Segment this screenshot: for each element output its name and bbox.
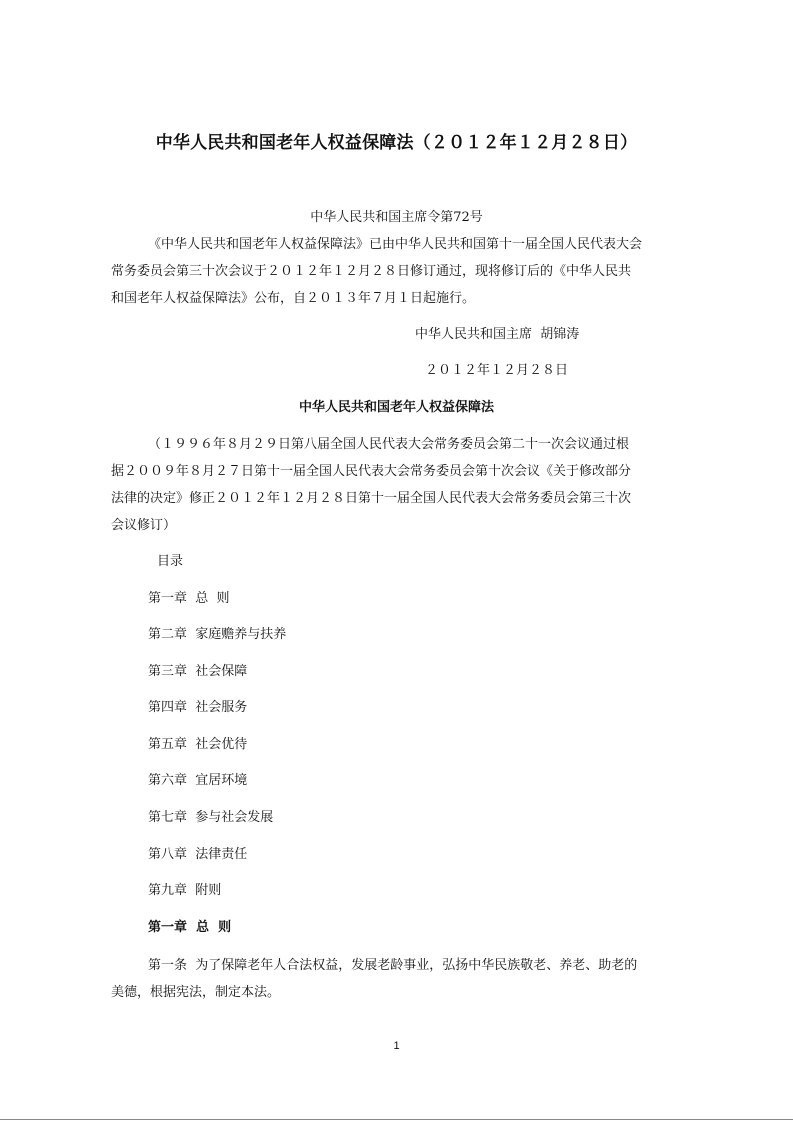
document-title: 中华人民共和国老年人权益保障法（２０１２年１２月２８日） xyxy=(155,133,638,153)
toc-item: 第七章 参与社会发展 xyxy=(148,810,274,825)
article-1-line: 第一条 为了保障老年人合法权益，发展老龄事业，弘扬中华民族敬老、养老、助老的 xyxy=(148,958,638,973)
presidential-order-number: 中华人民共和国主席令第72号 xyxy=(310,210,483,225)
law-title: 中华人民共和国老年人权益保障法 xyxy=(298,400,494,415)
preamble-line: 常务委员会第三十次会议于２０１２年１２月２８日修订通过，现将修订后的《中华人民共 xyxy=(111,264,632,279)
chapter-1-heading: 第一章 总 则 xyxy=(148,920,232,935)
toc-item: 第九章 附则 xyxy=(148,883,222,898)
toc-item: 第三章 社会保障 xyxy=(148,664,248,679)
preamble-line: 《中华人民共和国老年人权益保障法》已由中华人民共和国第十一届全国人民代表大会 xyxy=(148,237,643,252)
preamble-line: 和国老年人权益保障法》公布，自２０１３年７月１日起施行。 xyxy=(111,291,476,306)
toc-item: 第四章 社会服务 xyxy=(148,700,248,715)
toc-item: 第二章 家庭赡养与扶养 xyxy=(148,627,287,642)
toc-label: 目录 xyxy=(157,554,184,569)
toc-item: 第五章 社会优待 xyxy=(148,737,248,752)
article-1-line: 美德，根据宪法，制定本法。 xyxy=(111,985,281,1000)
toc-item: 第六章 宜居环境 xyxy=(148,773,248,788)
page-bottom-edge xyxy=(0,1119,793,1120)
history-line: 会议修订） xyxy=(111,518,177,533)
toc-item: 第八章 法律责任 xyxy=(148,847,248,862)
history-line: 法律的决定》修正２０１２年１２月２８日第十一届全国人民代表大会常务委员会第三十次 xyxy=(111,491,632,506)
toc-item: 第一章 总 则 xyxy=(148,591,230,606)
signer: 中华人民共和国主席 胡锦涛 xyxy=(415,327,580,342)
sign-date: ２０１２年１２月２８日 xyxy=(425,363,569,378)
history-line: （１９９６年８月２９日第八届全国人民代表大会常务委员会第二十一次会议通过根 xyxy=(148,437,630,452)
history-line: 据２００９年８月２７日第十一届全国人民代表大会常务委员会第十次会议《关于修改部分 xyxy=(111,464,632,479)
page-number: 1 xyxy=(393,1040,400,1052)
